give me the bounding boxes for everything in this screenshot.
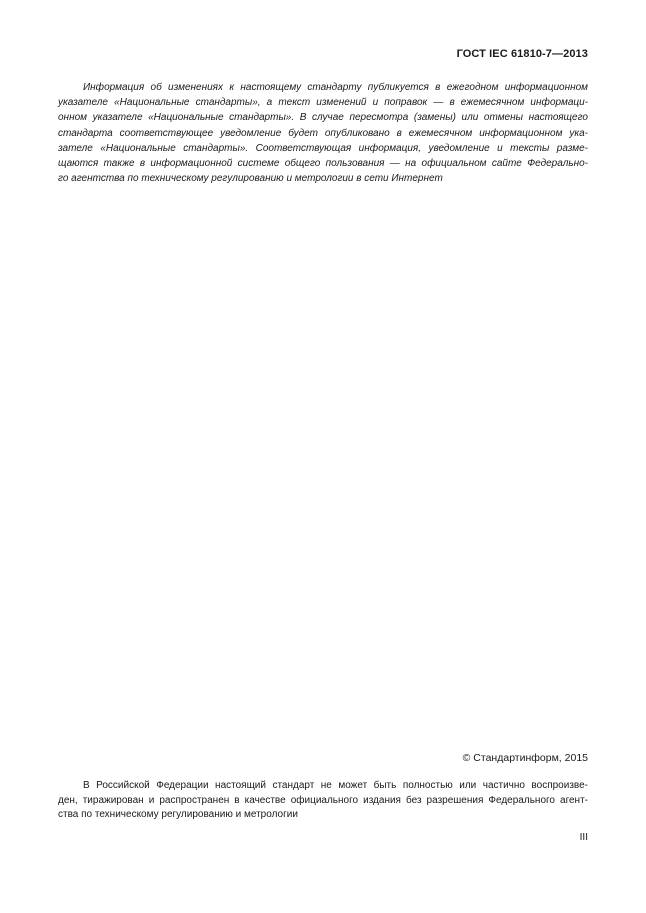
paragraph-line: го агентства по техническому регулированию и метрологии в сети Интернет [58, 173, 443, 185]
paragraph-line: указателе «Национальные стандарты», а текст изменений и поправок — в ежемесячном информаци- [58, 97, 588, 109]
reproduction-notice-paragraph [58, 779, 588, 823]
paragraph-line: ства по техническому регулированию и метрологии [58, 809, 298, 820]
paragraph-line: зателе «Национальные стандарты». Соответствующая информация, уведомление и тексты разме- [58, 142, 588, 154]
amendment-info-paragraph [58, 80, 588, 186]
paragraph-line: щаются также в информационной системе общего пользования — на официальном сайте Федерально- [58, 158, 588, 170]
page-number: III [579, 832, 588, 843]
standard-designation: ГОСТ IEC 61810-7—2013 [456, 48, 588, 60]
paragraph-line: Информация об изменениях к настоящему стандарту публикуется в ежегодном информационном [83, 82, 588, 93]
paragraph-line: онном указателе «Национальные стандарты». В случае пересмотра (замены) или отмены настоящего [58, 112, 588, 124]
paragraph-line: стандарта соответствующее уведомление будет опубликовано в ежемесячном информационном ука- [58, 127, 588, 139]
paragraph-line: В Российской Федерации настоящий стандарт не может быть полностью или частично воспроизве- [83, 780, 588, 791]
paragraph-line: ден, тиражирован и распространен в качестве официального издания без разрешения Федерального агент- [58, 794, 588, 806]
copyright-notice: © Стандартинформ, 2015 [462, 752, 588, 764]
